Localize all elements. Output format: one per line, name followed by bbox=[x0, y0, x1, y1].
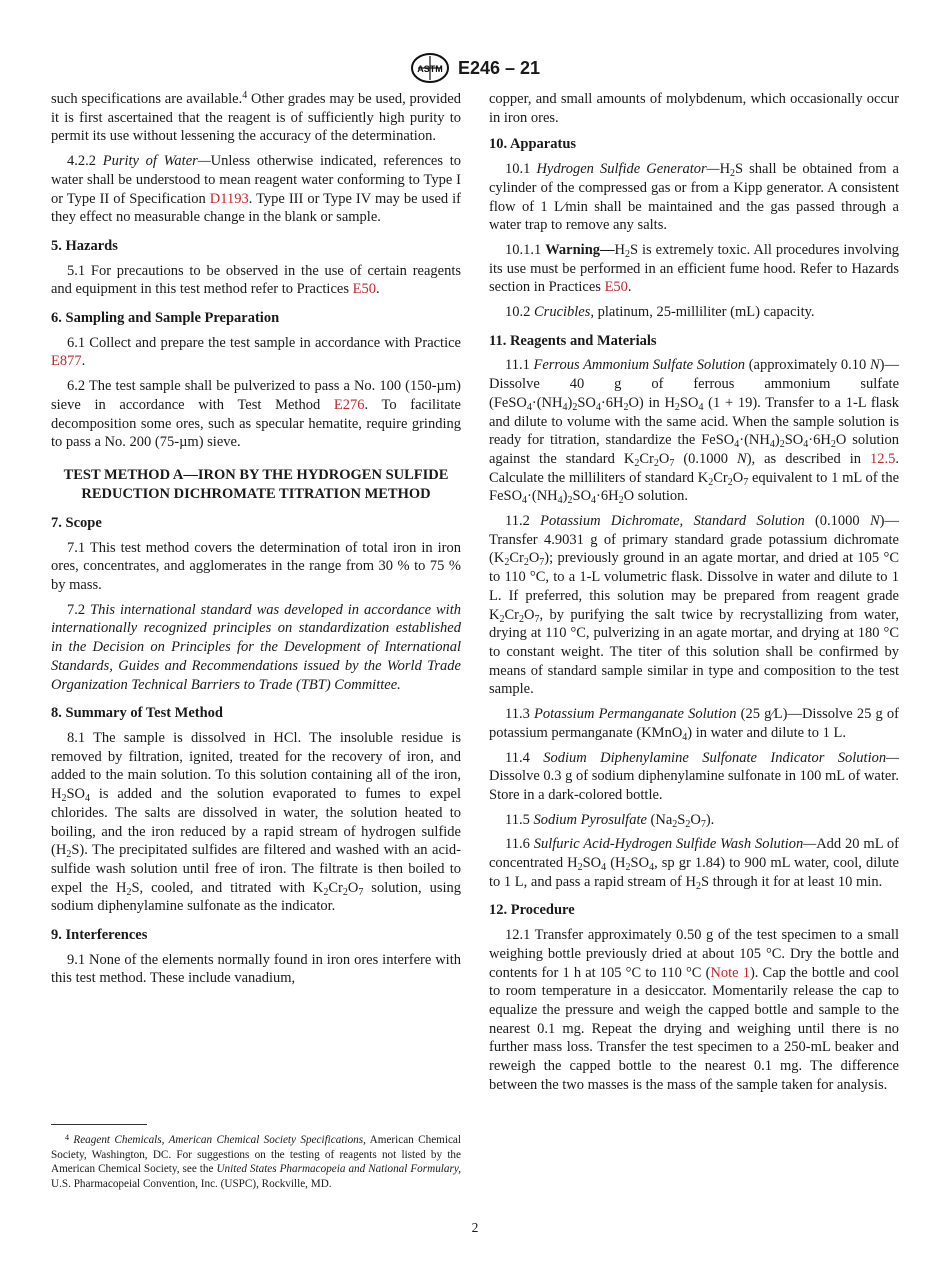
paragraph-7-1: 7.1 This test method covers the determination of total iron in iron ores, concentrates, and agglomerates in the range from 30 % to 75 % by mass. bbox=[51, 539, 461, 594]
paragraph-11-1: 11.1 Ferrous Ammonium Sulfate Solution (approximately 0.10 N)—Dissolve 40 g of ferrous ammonium sulfate $(FeSO_4\cdot(NH_4)_2SO_4\cdot 6H_2O)$ in $H_2SO_4$ (1 + 19). Transfer to a 1-L flask and dilute to volume with the same acid. When the sample solution is ready for titration, standardize the $FeSO_4\cdot(NH_4)_2SO_4\cdot 6H_2O$ solution against the standard $K_2Cr_2O_7$ (0.1000 N), as described in 12.5. Calculate the milliliters of standard $K_2Cr_2O_7$ equivalent to 1 mL of the $FeSO_4\cdot(NH_4)_2SO_4\cdot 6H_2O$ solution. bbox=[489, 357, 900, 507]
paragraph-5-1: 5.1 For precautions to be observed in the use of certain reagents and equipment in this test method refer to Practices E50. bbox=[51, 262, 461, 298]
link-d1193[interactable]: D1193 bbox=[209, 190, 249, 207]
link-note-1[interactable]: Note 1 bbox=[710, 964, 750, 981]
astm-logo-icon bbox=[410, 52, 450, 84]
paragraph-12-1: 12.1 Transfer approximately 0.50 g of the test specimen to a small weighing bottle previously dried at about 105 °C. Dry the bottle and contents for 1 h at 105 °C to 110 °C (Note 1). Cap the bottle and cool to room temperature in a desiccator. Momentarily release the cap to equalize the pressure and weigh the capped bottle and sample to the nearest 0.1 mg. Repeat the drying and weighing until there is no further mass loss. Transfer the test specimen to a 250-mL beaker and reweigh the capped bottle to the nearest 0.1 mg. The difference between the two masses is the mass of the sample taken for analysis. bbox=[489, 927, 900, 1093]
paragraph-9-1: 9.1 None of the elements normally found in iron ores interfere with this test method. These include vanadium, bbox=[51, 951, 461, 987]
link-e877[interactable]: E877 bbox=[51, 353, 82, 370]
paragraph-11-5: 11.5 Sodium Pyrosulfate $(Na_2S_2O_7)$. bbox=[505, 811, 715, 830]
paragraph-6-1: 6.1 Collect and prepare the test sample in accordance with Practice E877. bbox=[51, 334, 461, 370]
paragraph-continued: such specifications are available.$^4$ Other grades may be used, provided it is first ascertained that the reagent is of sufficiently high purity to permit its use without lessening the accuracy of the determination. bbox=[51, 90, 461, 145]
heading-apparatus: 10. Apparatus bbox=[489, 136, 577, 153]
left-column bbox=[51, 90, 461, 994]
paragraph-11-4: 11.4 Sodium Diphenylamine Sulfonate Indicator Solution—Dissolve 0.3 g of sodium diphenylamine sulfonate in 100 mL of water. Store in a dark-colored bottle. bbox=[489, 749, 899, 803]
document-designation: E246 – 21 bbox=[457, 57, 541, 78]
paragraph-continued-right: copper, and small amounts of molybdenum, which occasionally occur in iron ores. bbox=[489, 91, 899, 126]
paragraph-11-6: 11.6 Sulfuric Acid-Hydrogen Sulfide Wash Solution—Add 20 mL of concentrated $H_2SO_4$ ($H_2SO_4$, sp gr 1.84) to 900 mL water, cool, dilute to 1 L, and pass a rapid stream of $H_2S$ through it for at least 10 min. bbox=[489, 836, 900, 892]
heading-sampling: 6. Sampling and Sample Preparation bbox=[51, 310, 280, 327]
test-method-a-title: TEST METHOD A—IRON BY THE HYDROGEN SULFIDE REDUCTION DICHROMATE TITRATION METHOD bbox=[63, 466, 449, 502]
link-e50-apparatus[interactable]: E50 bbox=[604, 279, 628, 296]
heading-scope: 7. Scope bbox=[51, 514, 102, 531]
page-header bbox=[0, 52, 950, 84]
heading-hazards: 5. Hazards bbox=[51, 237, 118, 254]
paragraph-7-2: 7.2 This international standard was developed in accordance with internationally recognized principles on standardization established in the Decision on Principles for the Development of International Standards, Guides and Recommendations issued by the World Trade Organization Technical Barriers to Trade (TBT) Committee. bbox=[51, 601, 461, 693]
footnote-4: $^4$ Reagent Chemicals, American Chemical Society Specifications, American Chemical Society, Washington, DC. For suggestions on the testing of reagents not listed by the American Chemical Society, see the United States Pharmacopeia and National Formulary, U.S. Pharmacopeial Convention, Inc. (USPC), Rockville, MD. bbox=[51, 1133, 462, 1190]
paragraph-6-2: 6.2 The test sample shall be pulverized to pass a No. 100 (150-µm) sieve in accordance with Test Method E276. To facilitate decomposition some ores, such as specular hematite, require grinding to pass a No. 200 (75-µm) sieve. bbox=[51, 378, 461, 451]
heading-interferences: 9. Interferences bbox=[51, 927, 148, 944]
link-12-5[interactable]: 12.5 bbox=[870, 450, 896, 467]
paragraph-11-3: 11.3 Potassium Permanganate Solution (25 g⁄L)—Dissolve 25 g of potassium permanganate (KMnO$_4$) in water and dilute to 1 L. bbox=[489, 706, 899, 743]
link-e50[interactable]: E50 bbox=[352, 281, 376, 298]
paragraph-10-1: 10.1 Hydrogen Sulfide $Generator—H_2S$ shall be obtained from a cylinder of the compressed gas or from a Kipp generator. A consistent flow of 1 L⁄min shall be maintained and the gas passed through a water trap to remove any salts. bbox=[489, 161, 899, 234]
page-number: 2 bbox=[471, 1220, 479, 1235]
link-e276[interactable]: E276 bbox=[333, 396, 365, 413]
paragraph-4-2-2: 4.2.2 Purity of Water—Unless otherwise indicated, references to water shall be understood to mean reagent water conforming to Type I or Type II of Specification D1193. Type III or Type IV may be used if they effect no measurable change in the blank or sample. bbox=[51, 153, 461, 226]
heading-reagents: 11. Reagents and Materials bbox=[489, 332, 657, 349]
heading-procedure: 12. Procedure bbox=[489, 902, 575, 919]
paragraph-11-2: 11.2 Potassium Dichromate, Standard Solution (0.1000 N)—Transfer 4.9031 g of primary standard grade potassium dichromate $(K_2Cr_2O_7)$; previously ground in an agate mortar, and dried at 105 °C to 110 °C, to a 1-L volumetric flask. Dissolve in water and dilute to 1 L. If preferred, this solution may be prepared from reagent grade $K_2Cr_2O_7$, by purifying the salt twice by recrystallizing from water, drying at 110 °C, pulverizing in an agate mortar, and drying at 180 °C to constant weight. The titer of this solution shall be confirmed by means of standard sample similar in type and composition to the test sample. bbox=[489, 513, 899, 698]
svg-text:ASTM: ASTM bbox=[417, 64, 443, 74]
footnote-divider bbox=[51, 1124, 147, 1125]
right-column bbox=[489, 90, 899, 1100]
paragraph-10-1-1: 10.1.1 $Warning—H_2S$ is extremely toxic. All procedures involving its use must be performed in an efficient fume hood. Refer to Hazards section in Practices E50. bbox=[489, 241, 900, 296]
footnote-marker-4[interactable]: 4 bbox=[242, 90, 248, 101]
heading-summary: 8. Summary of Test Method bbox=[51, 705, 223, 722]
paragraph-8-1: 8.1 The sample is dissolved in HCl. The insoluble residue is removed by filtration, ignited, treated for the recovery of iron, and added to the main solution. To this solution containing all of the iron, $H_2SO_4$ is added and the solution evaporated to fumes to expel chlorides. The salts are dissolved in water, the solution heated to boiling, and the iron reduced by a rapid stream of hydrogen sulfide $(H_2S)$. The precipitated sulfides are filtered and washed with an acid-sulfide wash solution until free of iron. The filtrate is then boiled to expel the $H_2S$, cooled, and titrated with $K_2Cr_2O_7$ solution, using sodium diphenylamine sulfonate as the indicator. bbox=[51, 729, 462, 915]
paragraph-10-2: 10.2 Crucibles, platinum, 25-milliliter (mL) capacity. bbox=[505, 304, 815, 321]
